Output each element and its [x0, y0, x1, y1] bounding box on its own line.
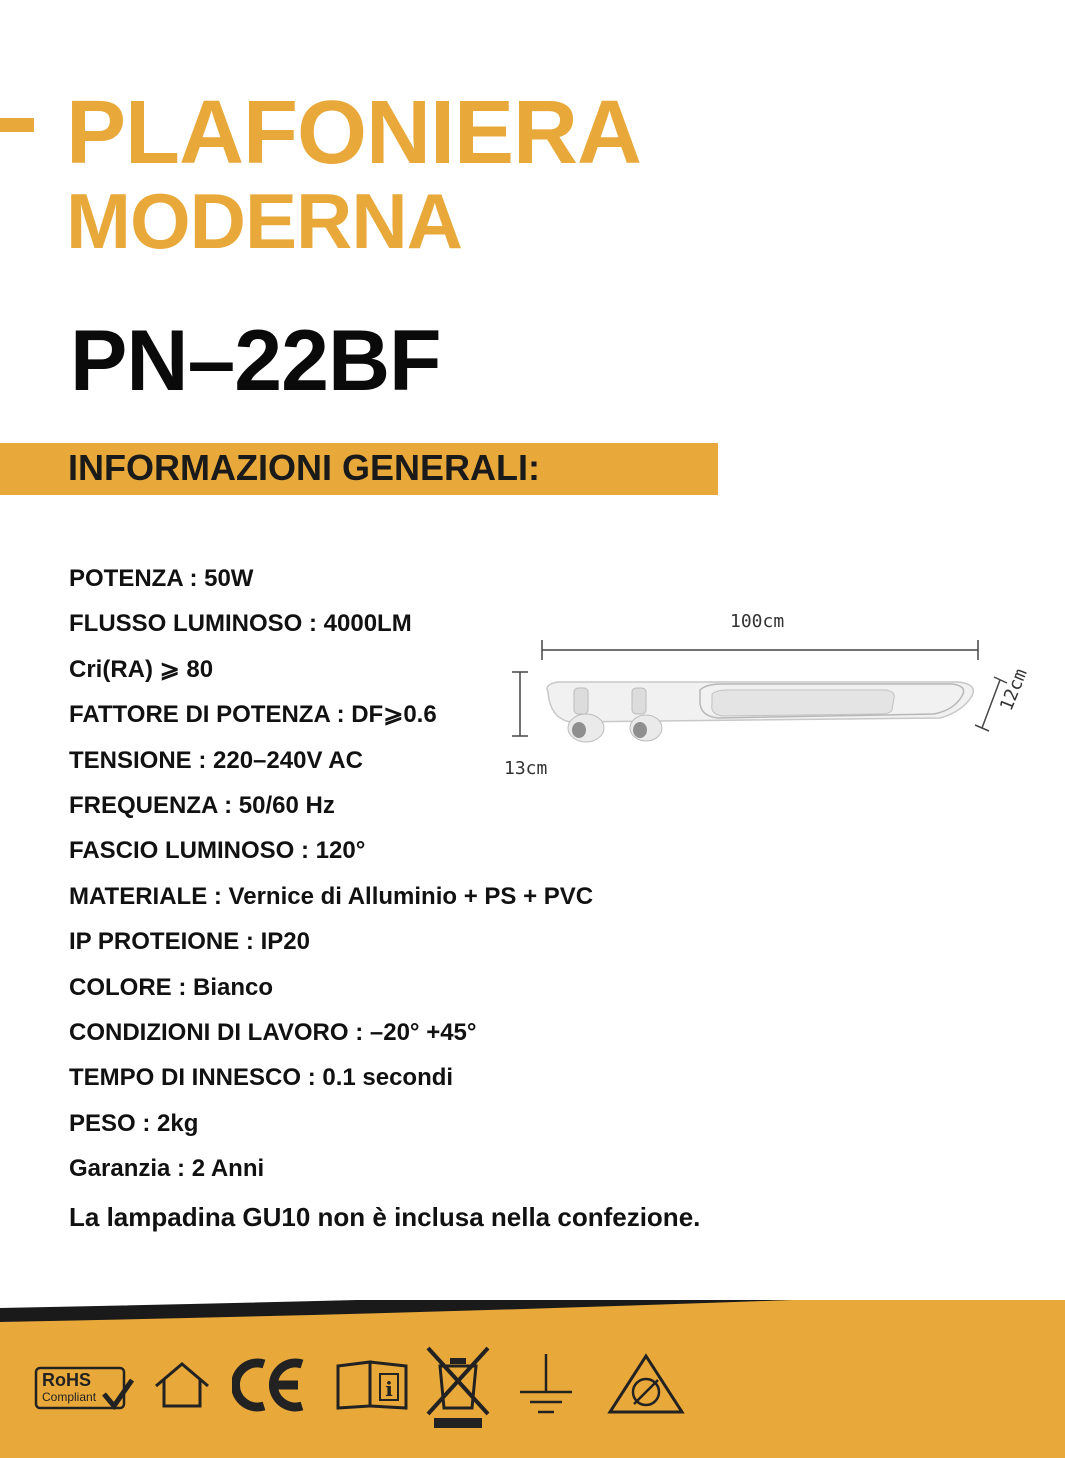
spec-item: FREQUENZA : 50/60 Hz: [69, 791, 335, 819]
spec-item: MATERIALE : Vernice di Alluminio + PS + PVC: [69, 882, 594, 910]
spec-item: TENSIONE : 220–240V AC: [69, 746, 363, 774]
rohs-label: RoHS: [42, 1370, 91, 1390]
page-title-line1: PLAFONIERA: [66, 83, 641, 183]
read-manual-icon: [334, 1360, 410, 1410]
spec-item: TEMPO DI INNESCO : 0.1 secondi: [69, 1064, 454, 1092]
svg-text:i: i: [385, 1377, 393, 1401]
spec-item: FASCIO LUMINOSO : 120°: [69, 837, 366, 865]
model-code: PN–22BF: [70, 313, 441, 409]
spec-item: FLUSSO LUMINOSO : 4000LM: [69, 610, 412, 638]
width-label: 100cm: [730, 611, 785, 632]
spec-item: FATTORE DI POTENZA : DF⩾0.6: [69, 701, 437, 729]
rohs-sublabel: Compliant: [42, 1390, 97, 1404]
indoor-house-icon: [152, 1360, 212, 1410]
earth-ground-icon: [516, 1352, 576, 1422]
bulb-note: La lampadina GU10 non è inclusa nella confezione.: [69, 1202, 701, 1232]
lamp-illustration: [547, 682, 973, 742]
section-title: INFORMAZIONI GENERALI:: [68, 447, 540, 488]
class2-triangle-icon: [606, 1352, 686, 1416]
width-dimension-line: [542, 640, 978, 660]
ce-mark-icon: [232, 1356, 308, 1414]
spec-item: Cri(RA) ⩾ 80: [69, 655, 214, 683]
spec-item: CONDIZIONI DI LAVORO : –20° +45°: [69, 1018, 477, 1046]
height-label: 13cm: [504, 758, 548, 779]
height-dimension-line: [512, 672, 528, 736]
page-title-line2: MODERNA: [66, 177, 462, 265]
spec-item: POTENZA : 50W: [69, 565, 254, 592]
spec-item: PESO : 2kg: [69, 1109, 199, 1137]
spec-item: IP PROTEIONE : IP20: [69, 928, 310, 956]
weee-bin-icon: [426, 1346, 490, 1432]
spec-item: Garanzia : 2 Anni: [69, 1155, 265, 1183]
spec-item: COLORE : Bianco: [69, 973, 274, 1001]
accent-dash: [0, 118, 34, 132]
depth-label: 12cm: [996, 665, 1032, 714]
